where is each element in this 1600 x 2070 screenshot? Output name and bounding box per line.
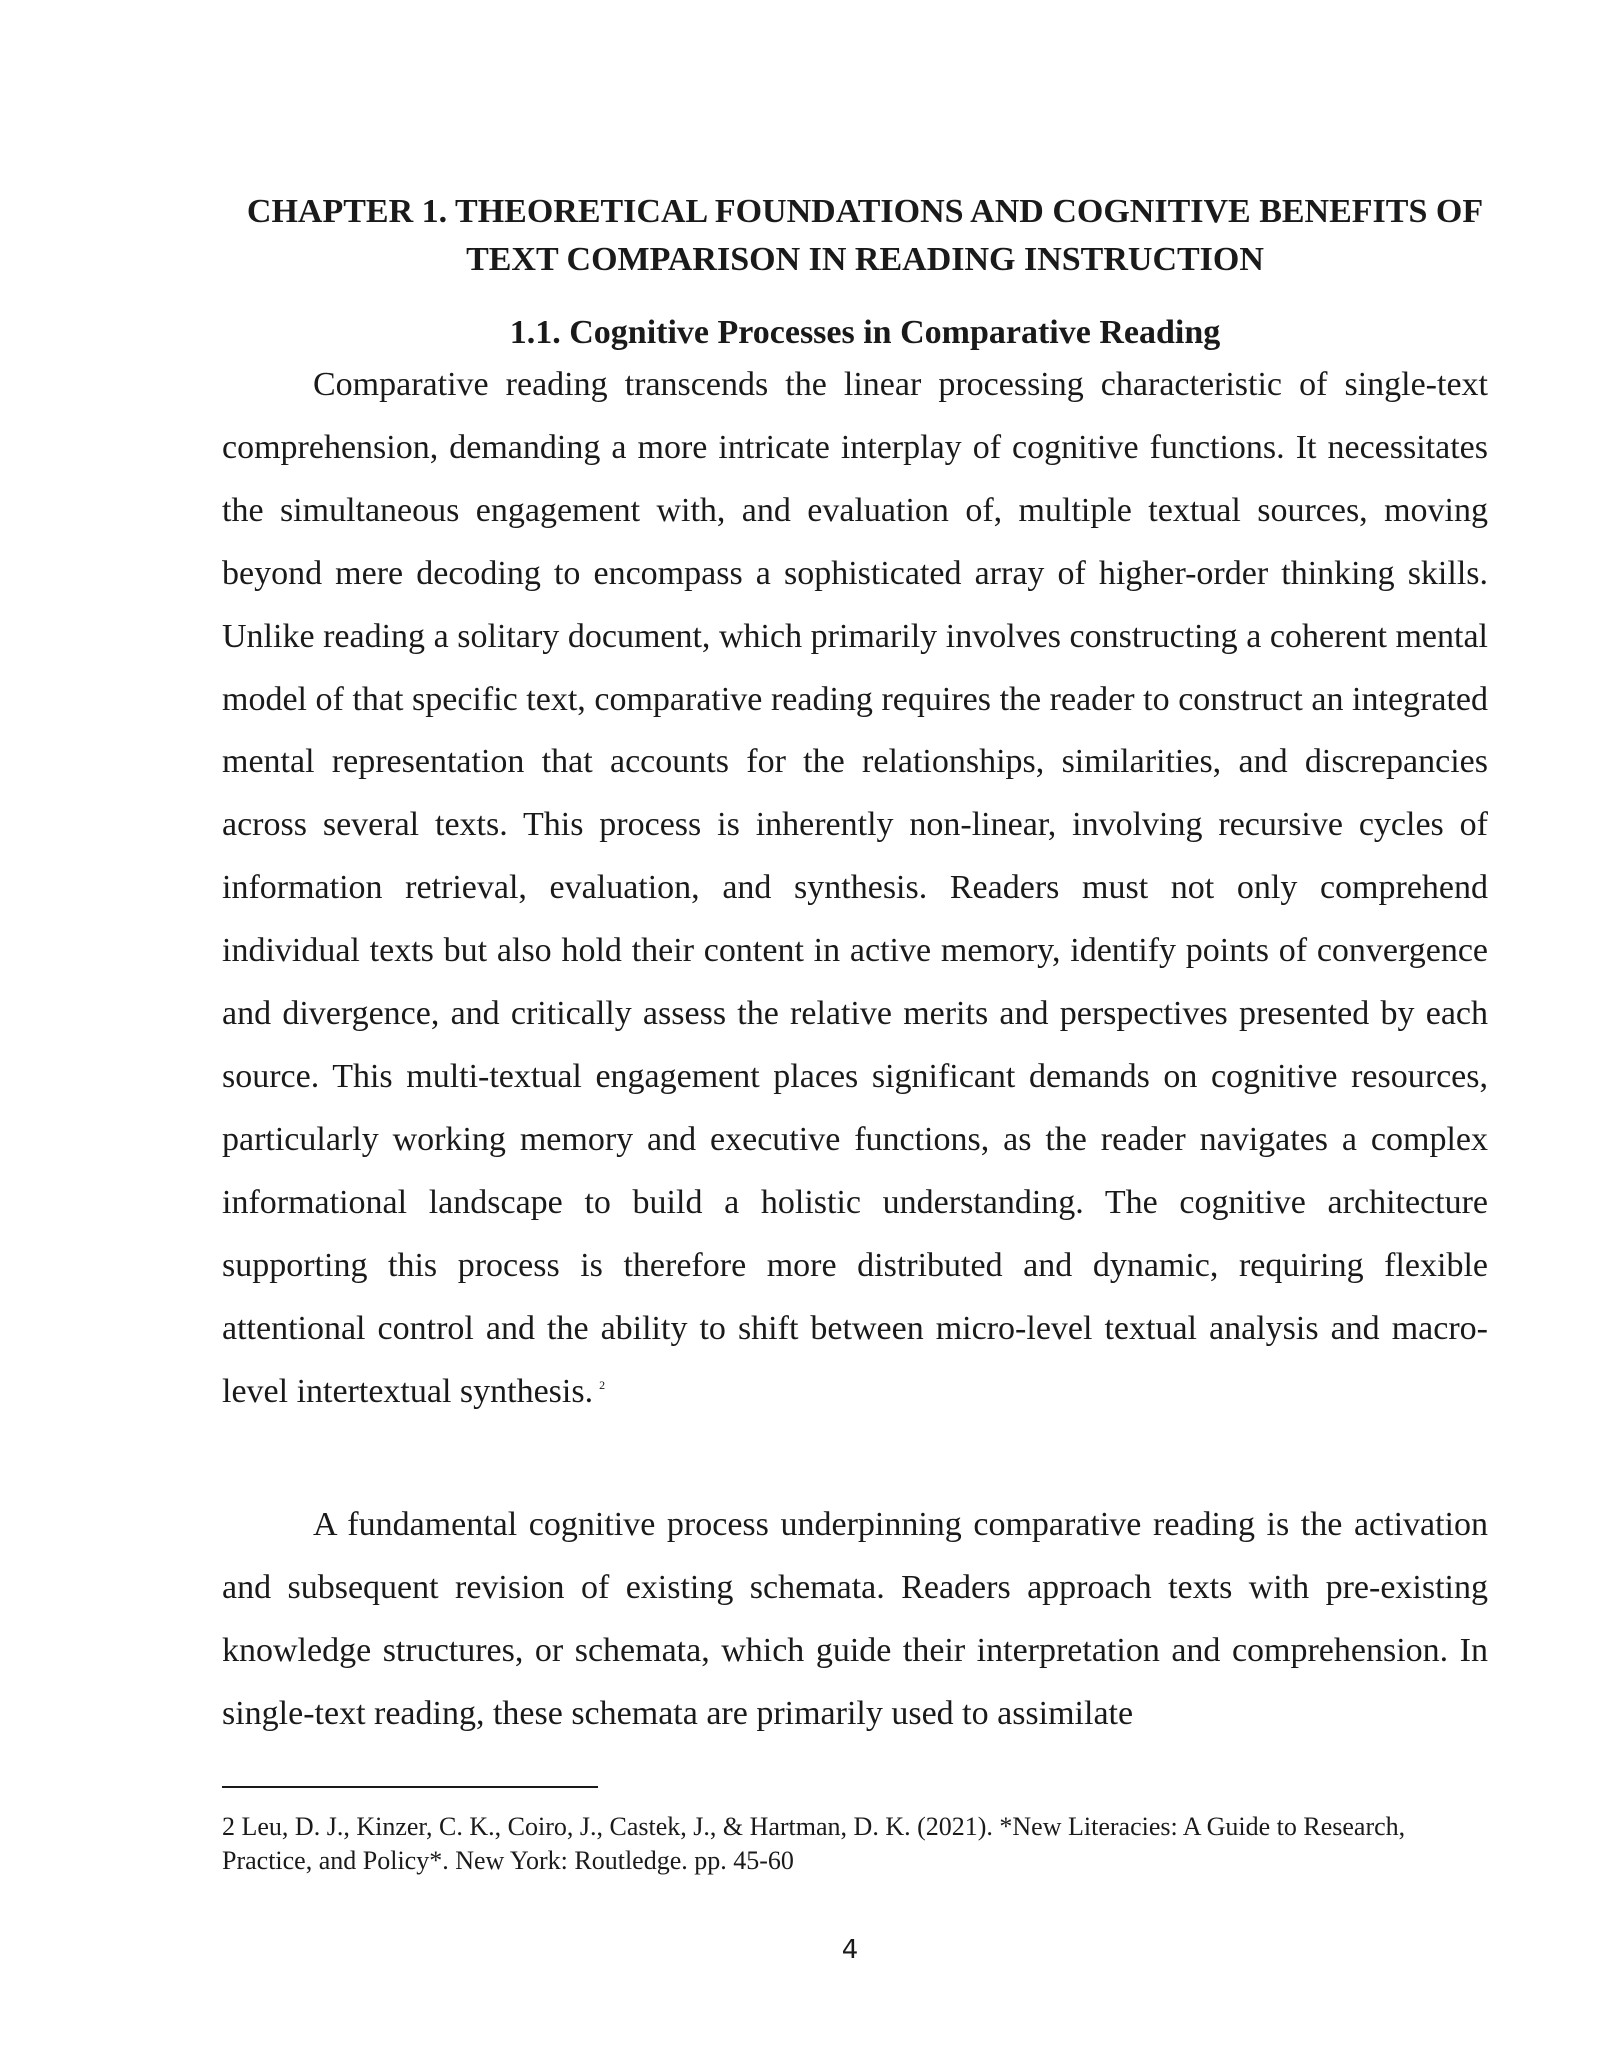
page-number: 4 <box>841 1935 859 1965</box>
paragraph-text: Comparative reading transcends the linear processing characteristic of single-text comprehension, demanding a more intricate interplay of cognitive functions. It necessitates the simultaneous engagement with, and evaluation of, multiple textual sources, moving beyond mere decoding to encompass a sophisticated array of higher-order thinking skills. Unlike reading a solitary document, which primarily involves constructing a coherent mental model of that specific text, comparative reading requires the reader to construct an integrated mental representation that accounts for the relationships, similarities, and discrepancies across several texts. This process is inherently non-linear, involving recursive cycles of information retrieval, evaluation, and synthesis. Readers must not only comprehend individual texts but also hold their content in active memory, identify points of convergence and divergence, and critically assess the relative merits and perspectives presented by each source. This multi-textual engagement places significant demands on cognitive resources, particularly working memory and executive functions, as the reader navigates a complex informational landscape to build a holistic understanding. The cognitive architecture supporting this process is therefore more distributed and dynamic, requiring flexible attentional control and the ability to shift between micro-level textual analysis and macro-level intertextual synthesis. <box>222 366 1488 1410</box>
body-paragraph: A fundamental cognitive process underpinning comparative reading is the activation and subsequent revision of existing schemata. Readers approach texts with pre-existing knowledge structures, or schemata, which guide their interpretation and comprehension. In single-text reading, these schemata are primarily used to assimilate <box>222 1506 1488 1732</box>
body-paragraph <box>222 354 1488 1423</box>
footnote-reference: 2 <box>599 1378 606 1393</box>
chapter-title: CHAPTER 1. THEORETICAL FOUNDATIONS AND COGNITIVE BENEFITS OF TEXT COMPARISON IN READING INSTRUCTION <box>246 193 1484 278</box>
footnote-divider <box>222 1786 598 1788</box>
footnote: 2 Leu, D. J., Kinzer, C. K., Coiro, J., Castek, J., & Hartman, D. K. (2021). *New Literacies: A Guide to Research, Practice, and Policy*. New York: Routledge. pp. 45-60 <box>222 1812 1406 1875</box>
section-title: 1.1. Cognitive Processes in Comparative Reading <box>509 314 1221 351</box>
